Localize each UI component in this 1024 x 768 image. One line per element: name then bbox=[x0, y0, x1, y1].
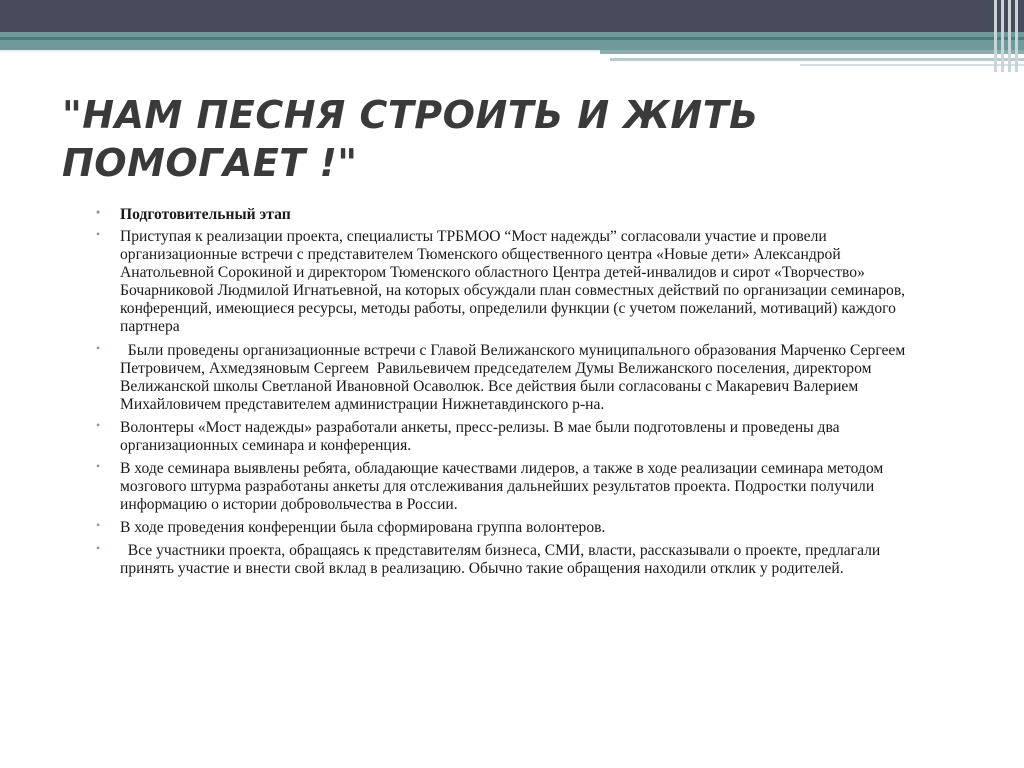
list-item-text: Приступая к реализации проекта, специалисты ТРБМОО “Мост надежды” согласовали участие и провели организационные встречи с представителем Тюменского общественного центра «Новые дети» Александрой Анатольевной Сорокиной и директором Тюменского областного Центра детей-инвалидов и сирот «Творчество» Бочарниковой Людмилой Игнатьевной, на которых обсуждали план совместных действий по организации семинаров, конференций, имеющиеся ресурсы, методы работы, определили функции (с учетом пожеланий, мотиваций) каждого партнера bbox=[120, 228, 906, 336]
decoration-stripe bbox=[1008, 0, 1011, 72]
bullet-icon: • bbox=[96, 541, 101, 556]
bullet-icon: • bbox=[96, 205, 101, 219]
list-item-text: В ходе семинара выявлены ребята, обладающие качествами лидеров, а также в ходе реализации семинара методом мозгового штурма разработаны анкеты для отслеживания дальнейших результатов проекта. Подростки получили информацию о истории добровольчества в России. bbox=[120, 460, 884, 514]
list-item bbox=[96, 419, 926, 455]
list-item bbox=[96, 206, 926, 224]
header-accent-band bbox=[0, 32, 1024, 50]
decoration-bar bbox=[610, 58, 1024, 61]
header-band bbox=[0, 0, 1024, 32]
list-item-text: Все участники проекта, обращаясь к представителям бизнеса, СМИ, власти, рассказывали о проекте, предлагали принять участие и внести свой вклад в реализацию. Обычно такие обращения находили отклик у родителей. bbox=[120, 542, 885, 578]
bullet-icon: • bbox=[96, 518, 101, 533]
list-item bbox=[96, 542, 926, 578]
list-item-text: Волонтеры «Мост надежды» разработали анкеты, пресс-релизы. В мае были подготовлены и проведены два организационных семинара и конференция. bbox=[120, 418, 840, 454]
list-item-text: Подготовительный этап bbox=[120, 206, 291, 223]
bullet-list bbox=[96, 206, 926, 583]
list-item-text: Были проведены организационные встречи с Главой Велижанского муниципального образования Марченко Сергеем Петровичем, Ахмедзяновым Сергеем Равильевичем председателем Думы Велижанского поселения, директором Велижанской школы Светланой Ивановной Осаволюк. Все действия были согласованы с Макаревич Валерием Михайловичем представителем администрации Нижнетавдинского р-на. bbox=[120, 341, 910, 413]
bullet-icon: • bbox=[96, 227, 101, 242]
slide-title: "НАМ ПЕСНЯ СТРОИТЬ И ЖИТЬ ПОМОГАЕТ !" bbox=[62, 93, 759, 185]
list-item bbox=[96, 519, 926, 537]
bullet-icon: • bbox=[96, 417, 101, 432]
decoration-stripe bbox=[994, 0, 997, 72]
decoration-stripe bbox=[1001, 0, 1004, 72]
decoration-bar bbox=[800, 64, 1024, 66]
list-item-text: В ходе проведения конференции была сформирована группа волонтеров. bbox=[120, 519, 606, 537]
bullet-icon: • bbox=[96, 459, 101, 474]
bullet-icon: • bbox=[96, 340, 101, 355]
header-accent-line bbox=[0, 37, 1024, 40]
decoration-bar bbox=[600, 50, 1024, 54]
decoration-stripe bbox=[1015, 0, 1018, 72]
header-decoration bbox=[600, 50, 1024, 72]
list-item bbox=[96, 460, 926, 514]
list-item bbox=[96, 228, 926, 336]
list-item bbox=[96, 342, 926, 414]
